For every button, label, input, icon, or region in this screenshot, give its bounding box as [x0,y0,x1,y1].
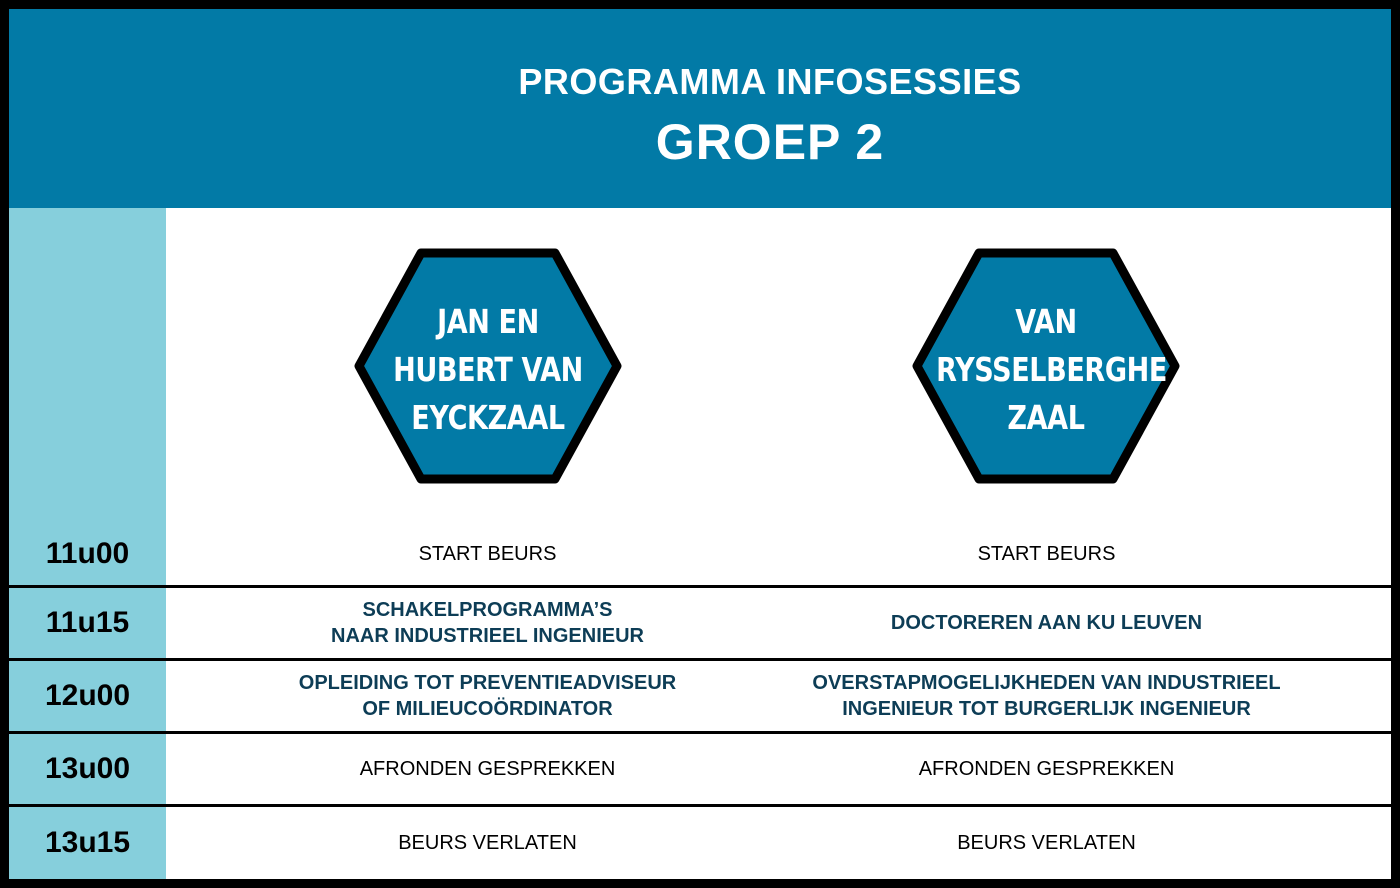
schedule-row [9,523,1391,585]
session-cell: OVERSTAPMOGELIJKHEDEN VAN INDUSTRIEEL INGENIEUR TOT BURGERLIJK INGENIEUR [812,672,1281,720]
schedule-poster [9,9,1391,879]
session-cell: BEURS VERLATEN [957,832,1136,854]
header-subtitle: PROGRAMMA INFOSESSIES [518,61,1022,102]
time-label: 13u00 [44,752,131,785]
session-cell: OPLEIDING TOT PREVENTIEADVISEUR OF MILIEUCOÖRDINATOR [298,672,677,720]
room-hexagon-rysselberghe [912,248,1180,484]
room-label-eyckzaal: JAN EN HUBERT VAN EYCKZAAL [393,302,583,437]
session-cell: DOCTOREREN AAN KU LEUVEN [890,612,1203,634]
time-label: 13u15 [44,826,131,859]
room-hexagon-eyckzaal [354,248,622,484]
header-banner [9,9,1391,208]
session-cell: SCHAKELPROGRAMMA’S NAAR INDUSTRIEEL INGENIEUR [331,599,644,647]
schedule-row [9,807,1391,879]
schedule-row [9,661,1391,731]
time-label: 11u00 [45,537,130,570]
schedule-row [9,734,1391,804]
header-title: GROEP 2 [655,114,885,170]
session-cell: AFRONDEN GESPREKKEN [359,758,616,780]
session-cell: AFRONDEN GESPREKKEN [918,758,1175,780]
room-label-rysselberghe: VAN RYSSELBERGHE ZAAL [936,302,1167,437]
schedule-row [9,588,1391,658]
session-cell: BEURS VERLATEN [398,832,577,854]
time-label: 12u00 [44,679,131,712]
session-cell: START BEURS [977,543,1116,565]
session-cell: START BEURS [418,543,557,565]
time-label: 11u15 [45,606,130,639]
